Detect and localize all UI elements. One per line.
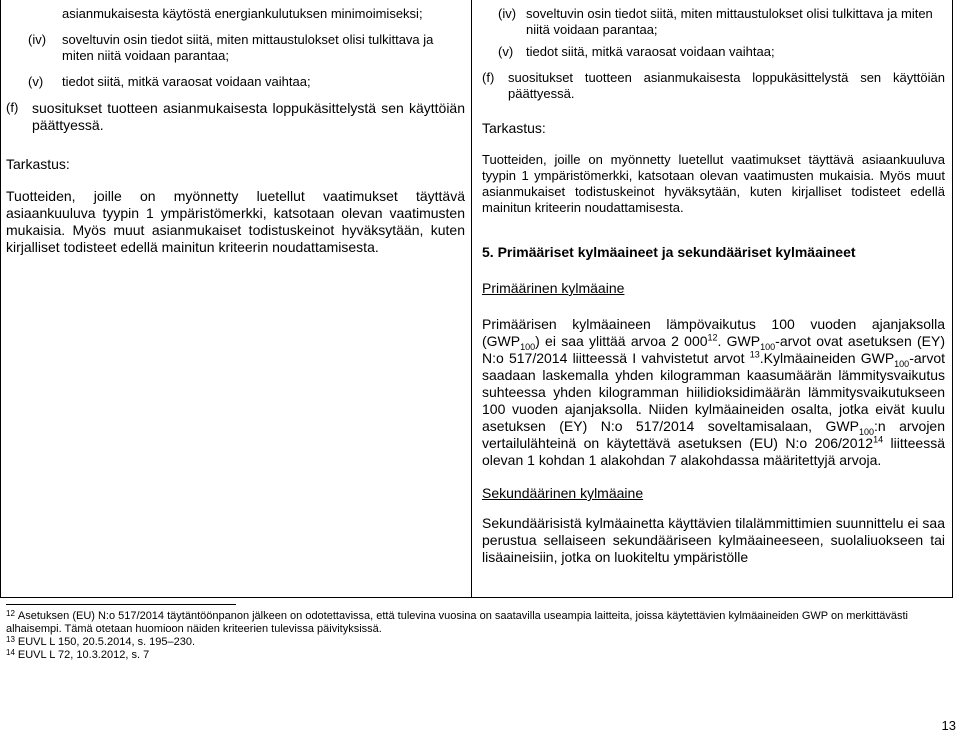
- right-column: [472, 0, 953, 582]
- left-tarkastus-text: Tuotteiden, joille on myönnetty luetellut vaatimukset täyttävä asiaankuuluva tyypin 1 ympäristömerkki, katsotaan olevan vaatimusten mukaisia. Myös muut asianmukaiset todistuskeinot hyväksytään, kuten kirjalliset todisteet edellä mainitun kriteerin noudattamisesta.: [6, 188, 465, 255]
- left-item-iv: [6, 32, 465, 64]
- secondary-refrigerant-title: Sekundäärinen kylmäaine: [482, 485, 644, 501]
- footnotes: [6, 610, 951, 662]
- footnote-14: $^{14}$ EUVL L 72, 10.3.2012, s. 7: [6, 648, 150, 661]
- left-column: [0, 0, 471, 256]
- right-item-v-text: tiedot siitä, mitkä varaosat voidaan vaihtaa;: [526, 44, 775, 59]
- table-border-bottom: [0, 597, 953, 598]
- right-item-iv-text: soveltuvin osin tiedot siitä, miten mittaustulokset olisi tulkittava ja miten niitä voidaan parantaa;: [526, 6, 933, 37]
- left-item-iv-label: (iv): [28, 32, 47, 47]
- footnote-12: $^{12}$ Asetuksen (EU) N:o 517/2014 täytäntöönpanon jälkeen on odotettavissa, että tulevina vuosina on saatavilla useampia laitteita, joissa käytettävien kylmäaineiden GWP on merkittävästi alhaisempi. Tämä otetaan huomioon näiden kriteerien tulevissa päivityksissä.: [6, 609, 908, 635]
- right-item-f-text: suositukset tuotteen asianmukaisesta loppukäsittelystä sen käyttöiän päättyessä.: [508, 70, 945, 101]
- right-tarkastus-text: Tuotteiden, joille on myönnetty luetellut vaatimukset täyttävä asiaankuuluva tyypin 1 ympäristömerkki, katsotaan olevan vaatimusten mukaisia. Myös muut asianmukaiset todistuskeinot hyväksytään, kuten kirjalliset todisteet edellä mainitun kriteerin noudattamisesta.: [482, 152, 945, 215]
- right-item-v: [482, 44, 945, 60]
- left-tarkastus-heading: Tarkastus:: [6, 156, 70, 172]
- left-item-v: [6, 74, 465, 90]
- right-item-iv-label: (iv): [498, 6, 517, 21]
- right-tarkastus-heading: Tarkastus:: [482, 120, 546, 136]
- primary-refrigerant-title: Primäärinen kylmäaine: [482, 280, 625, 296]
- left-item-f-label: (f): [6, 100, 19, 115]
- left-item-iv-text: soveltuvin osin tiedot siitä, miten mittaustulokset olisi tulkittava ja miten niitä voidaan parantaa;: [62, 32, 434, 63]
- right-item-f-label: (f): [482, 70, 495, 85]
- right-item-iv: [482, 6, 945, 38]
- section-5-title: 5. Primääriset kylmäaineet ja sekundääriset kylmäaineet: [482, 244, 856, 260]
- left-item-v-label: (v): [28, 74, 44, 89]
- left-item-v-text: tiedot siitä, mitkä varaosat voidaan vaihtaa;: [62, 74, 311, 89]
- footnote-13: $^{13}$ EUVL L 150, 20.5.2014, s. 195–230.: [6, 635, 196, 648]
- page-number: 13: [941, 718, 956, 733]
- right-item-v-label: (v): [498, 44, 514, 59]
- primary-refrigerant-text: Primäärisen kylmäaineen lämpövaikutus 100 vuoden ajanjaksolla $(GWP_{100})$ ei saa ylittää arvoa 2 $000^{12}$. $GWP_{100}$-arvot ovat asetuksen (EY) N:o 517/2014 liitteessä I vahvistetut arvot $^{13}$.Kylmäaineiden $GWP_{100}$-arvot saadaan laskemalla yhden kilogramman kaasumäärän lämmitysvaikutus suhteessa yhden kilogramman hiilidioksidimäärän lämmitysvaikutukseen 100 vuoden ajanjaksolla. Niiden kylmäaineiden osalta, jotka eivät kuulu asetuksen (EY) N:o 517/2014 soveltamisalaan, $GWP_{100}:n$ arvojen vertailulähteinä on käytettävä asetuksen (EU) N:o 206/2012$^{14}$ liitteessä olevan 1 kohdan 1 alakohdan 7 alakohdassa määritettyjä arvoja.: [482, 316, 946, 468]
- secondary-refrigerant-text: Sekundäärisistä kylmäainetta käyttävien tilalämmittimien suunnittelu ei saa perustua sellaiseen sekundääriseen kylmäaineeseen, suolaliuokseen tai lisäaineisiin, jotka on luokiteltu ympäristölle: [482, 515, 945, 565]
- right-item-f: [482, 70, 945, 102]
- left-item-f: [6, 100, 465, 134]
- left-line-0: asianmukaisesta käytöstä energiankulutuksen minimoimiseksi;: [62, 6, 423, 21]
- left-item-f-text: suositukset tuotteen asianmukaisesta loppukäsittelystä sen käyttöiän päättyessä.: [32, 100, 465, 133]
- footnote-separator: [6, 604, 236, 605]
